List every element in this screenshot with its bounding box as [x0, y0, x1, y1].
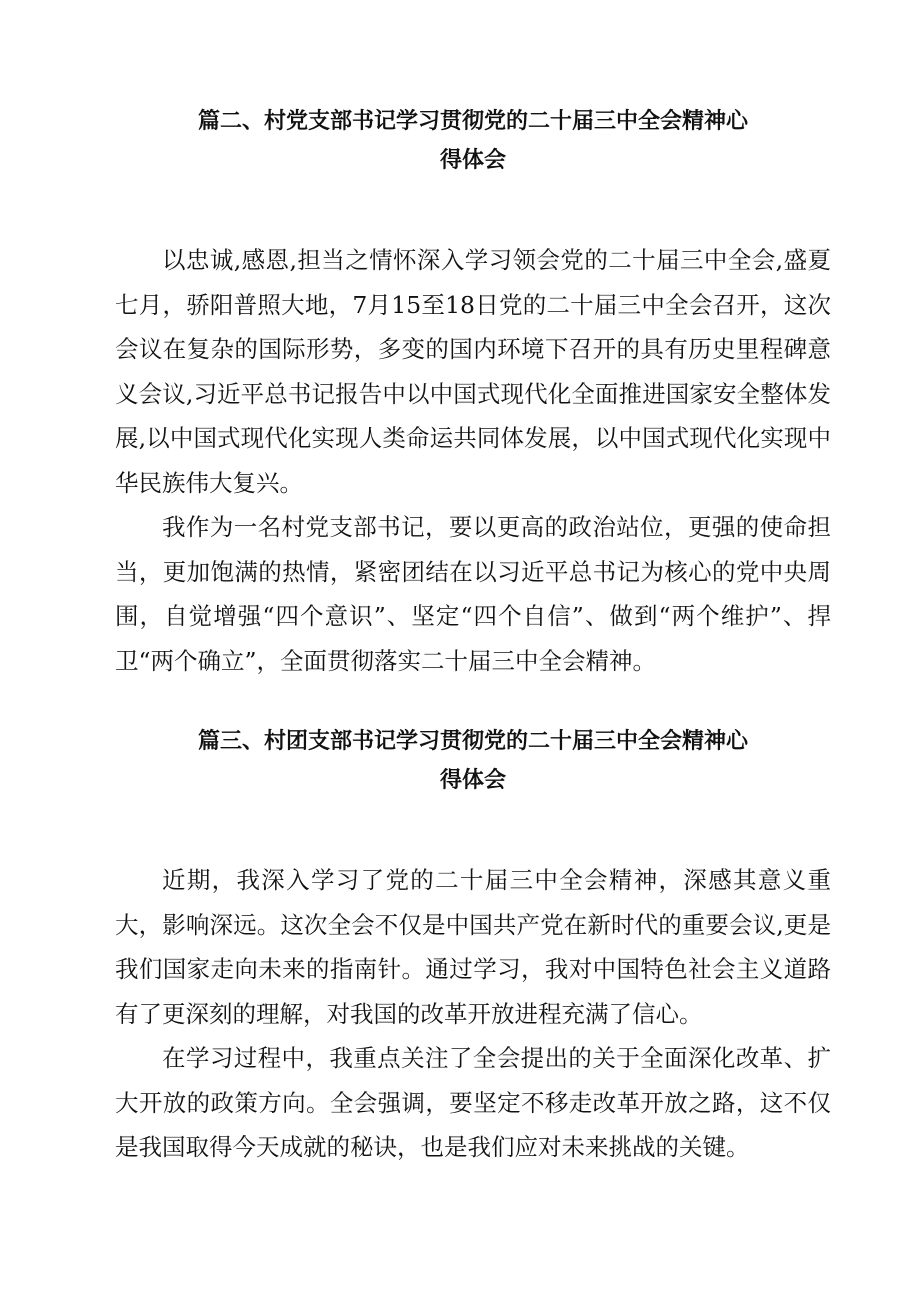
paragraph: 以忠诚,感恩,担当之情怀深入学习领会党的二十届三中全会,盛夏七月，骄阳普照大地，7月15至18日党的二十届三中全会召开，这次会议在复杂的国际形势，多变的国内环境下召开的具有历史里程碑意义会议,习近平总书记报告中以中国式现代化全面推进国家安全整体发展,以中国式现代化实现人类命运共同体发展，以中国式现代化实现中华民族伟大复兴。 — [115, 246, 831, 497]
section-heading-line-2: 得体会 — [439, 148, 506, 173]
section-heading-line-1: 篇二、村党支部书记学习贯彻党的二十届三中全会精神心 — [197, 109, 748, 134]
section-heading — [115, 722, 831, 800]
paragraph: 在学习过程中，我重点关注了全会提出的关于全面深化改革、扩大开放的政策方向。全会强调，要坚定不移走改革开放之路，这不仅是我国取得今天成就的秘诀，也是我们应对未来挑战的关键。 — [115, 1044, 831, 1161]
section-heading-line-2: 得体会 — [439, 768, 506, 793]
paragraph: 近期，我深入学习了党的二十届三中全会精神，深感其意义重大，影响深远。这次全会不仅是中国共产党在新时代的重要会议,更是我们国家走向未来的指南针。通过学习，我对中国特色社会主义道路有了更深刻的理解，对我国的改革开放进程充满了信心。 — [115, 866, 831, 1028]
section-two — [115, 102, 831, 683]
section-heading — [115, 102, 831, 180]
section-heading-line-1: 篇三、村团支部书记学习贯彻党的二十届三中全会精神心 — [197, 729, 748, 754]
section-three — [115, 722, 831, 1170]
paragraph: 我作为一名村党支部书记，要以更高的政治站位，更强的使命担当，更加饱满的热情，紧密团结在以习近平总书记为核心的党中央周围，自觉增强“四个意识”、坚定“四个自信”、做到“两个维护”、捍卫“两个确立”，全面贯彻落实二十届三中全会精神。 — [115, 513, 831, 675]
